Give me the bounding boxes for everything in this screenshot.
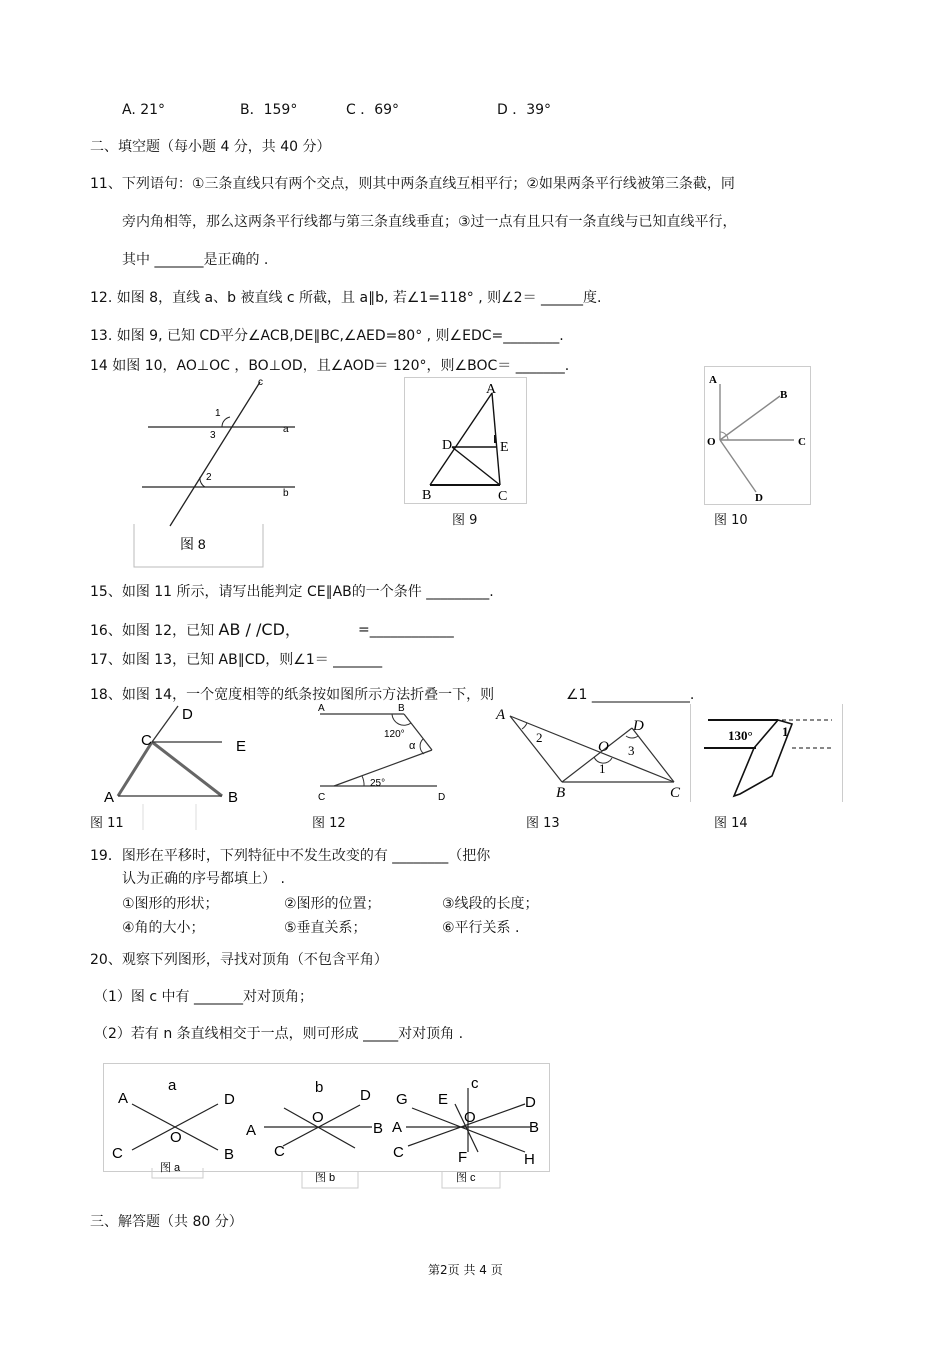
q19-opt2: ②图形的位置； [284, 896, 381, 912]
label-O: O [464, 1109, 476, 1126]
caption-fig9: 图 9 [452, 513, 478, 528]
label-3: 3 [628, 743, 635, 758]
q19-opt4: ④角的大小； [122, 920, 205, 936]
option-b: B．159° [240, 102, 298, 118]
label-A: A [104, 789, 115, 806]
figure-a [112, 1077, 235, 1178]
caption-fig12: 图 12 [312, 816, 346, 831]
figures-abc [100, 1060, 554, 1190]
section-3-title: 三、解答题（共 80 分） [90, 1214, 243, 1230]
figure-13 [490, 700, 690, 804]
label-A: A [246, 1122, 257, 1139]
label-1: 1 [215, 408, 221, 419]
label-O: O [312, 1109, 324, 1126]
q17-text: 17、如图 13，已知 AB∥CD，则∠1＝ _______ [90, 652, 383, 668]
label-c: c [471, 1075, 479, 1092]
label-E: E [500, 440, 509, 455]
q20-part1: （1）图 c 中有 _______对对顶角； [94, 989, 313, 1005]
angle-120: 120° [384, 729, 405, 740]
q15-text: 15、如图 11 所示，请写出能判定 CE∥AB的一个条件 _________. [90, 584, 494, 600]
label-a: a [168, 1077, 177, 1094]
label-C: C [318, 792, 326, 803]
caption-figc: 图 c [456, 1172, 476, 1184]
q12-text: 12. 如图 8，直线 a、b 被直线 c 所截，且 a∥b, 若∠1=118° , 则∠2＝ ______度. [90, 290, 602, 306]
label-D: D [755, 492, 763, 504]
label-F: F [458, 1149, 468, 1166]
q16-math: AB / /CD， [218, 620, 301, 639]
q11-line2: 旁内角相等，那么这两条平行线都与第三条直线垂直；③过一点有且只有一条直线与已知直线平行， [122, 214, 737, 230]
label-B: B [529, 1119, 540, 1136]
label-C: C [670, 785, 681, 801]
q20-title: 20、观察下列图形，寻找对顶角（不包含平角） [90, 952, 388, 968]
figure-12 [312, 700, 452, 804]
label-C: C [112, 1145, 123, 1162]
label-G: G [396, 1091, 408, 1108]
label-B: B [373, 1120, 384, 1137]
label-A: A [318, 703, 325, 714]
caption-fig10: 图 10 [714, 513, 748, 528]
label-D: D [224, 1091, 235, 1108]
label-b: b [315, 1079, 324, 1096]
q14-text: 14 如图 10，AO⊥OC ，BO⊥OD，且∠AOD＝ 120°，则∠BOC＝ _______. [90, 358, 570, 374]
q16-prefix: 16、如图 12，已知 [90, 623, 219, 639]
figure-11 [100, 700, 260, 832]
q19-opt1: ①图形的形状； [122, 896, 219, 912]
q19-line2: 认为正确的序号都填上） . [122, 871, 285, 887]
page-footer: 第2页 共 4 页 [428, 1263, 503, 1277]
caption-fig11: 图 11 [90, 816, 124, 831]
label-A: A [496, 707, 506, 723]
q11-line1: 11、下列语句：①三条直线只有两个交点，则其中两条直线互相平行；②如果两条平行线被第三条截，同 [90, 176, 735, 192]
label-A: A [709, 374, 717, 386]
label-A: A [392, 1119, 403, 1136]
caption-fig8: 图 8 [180, 536, 206, 552]
q19-opt6: ⑥平行关系 . [442, 920, 520, 936]
label-a: a [283, 424, 289, 435]
label-O: O [598, 739, 609, 755]
label-D: D [525, 1094, 536, 1111]
label-E: E [236, 738, 247, 755]
option-d: D ．39° [497, 102, 552, 118]
label-D: D [633, 718, 644, 734]
angle-130: 130° [728, 728, 753, 743]
label-c: c [258, 377, 263, 388]
label-C: C [393, 1144, 404, 1161]
caption-figa: 图 a [160, 1162, 181, 1174]
q16-text [90, 620, 301, 641]
caption-fig14: 图 14 [714, 816, 748, 831]
label-2: 2 [536, 730, 543, 745]
label-D: D [442, 438, 453, 453]
q18-tail: ∠1 ______________. [566, 687, 695, 703]
label-2: 2 [206, 472, 212, 483]
label-O: O [707, 436, 716, 448]
option-a: A. 21° [122, 102, 166, 118]
label-D: D [360, 1087, 371, 1104]
label-1: 1 [782, 724, 789, 739]
figure-14 [690, 704, 844, 802]
label-C: C [274, 1143, 285, 1160]
figure-9 [404, 377, 530, 505]
section-2-title: 二、填空题（每小题 4 分，共 40 分） [90, 139, 331, 155]
q18-text: 18、如图 14，一个宽度相等的纸条按如图所示方法折叠一下，则 [90, 687, 495, 703]
label-A: A [118, 1090, 129, 1107]
label-1: 1 [599, 761, 606, 776]
q19-opt3: ③线段的长度； [442, 896, 539, 912]
label-H: H [524, 1151, 535, 1168]
q13-text: 13. 如图 9, 已知 CD平分∠ACB,DE∥BC,∠AED=80° , 则∠EDC=________. [90, 328, 564, 344]
label-C: C [498, 489, 508, 504]
label-B: B [224, 1146, 235, 1163]
label-3: 3 [210, 430, 216, 441]
line-c [170, 382, 260, 526]
q11-line3: 其中 _______是正确的 . [122, 252, 269, 268]
label-B: B [228, 789, 239, 806]
angle-25: 25° [370, 778, 386, 789]
angle-alpha: α [409, 740, 416, 752]
figure-10 [704, 366, 812, 506]
label-O: O [170, 1129, 182, 1146]
label-b: b [283, 488, 289, 499]
label-D: D [182, 706, 193, 723]
q16-blank: =____________ [358, 622, 454, 638]
q20-part2: （2）若有 n 条直线相交于一点，则可形成 _____对对顶角 . [94, 1026, 464, 1042]
label-B: B [422, 488, 432, 503]
caption-fig13: 图 13 [526, 816, 560, 831]
label-B: B [556, 785, 566, 801]
label-C: C [141, 732, 152, 749]
caption-figb: 图 b [315, 1172, 336, 1184]
label-A: A [486, 382, 497, 397]
label-B: B [780, 389, 788, 401]
label-C: C [798, 436, 806, 448]
label-E: E [438, 1091, 449, 1108]
figure-8 [130, 372, 310, 570]
option-c: C ．69° [346, 102, 400, 118]
label-B: B [398, 703, 405, 714]
label-D: D [438, 792, 446, 803]
q19-opt5: ⑤垂直关系； [284, 920, 367, 936]
q19-line1: 19．图形在平移时，下列特征中不发生改变的有 ________（把你 [90, 848, 491, 864]
